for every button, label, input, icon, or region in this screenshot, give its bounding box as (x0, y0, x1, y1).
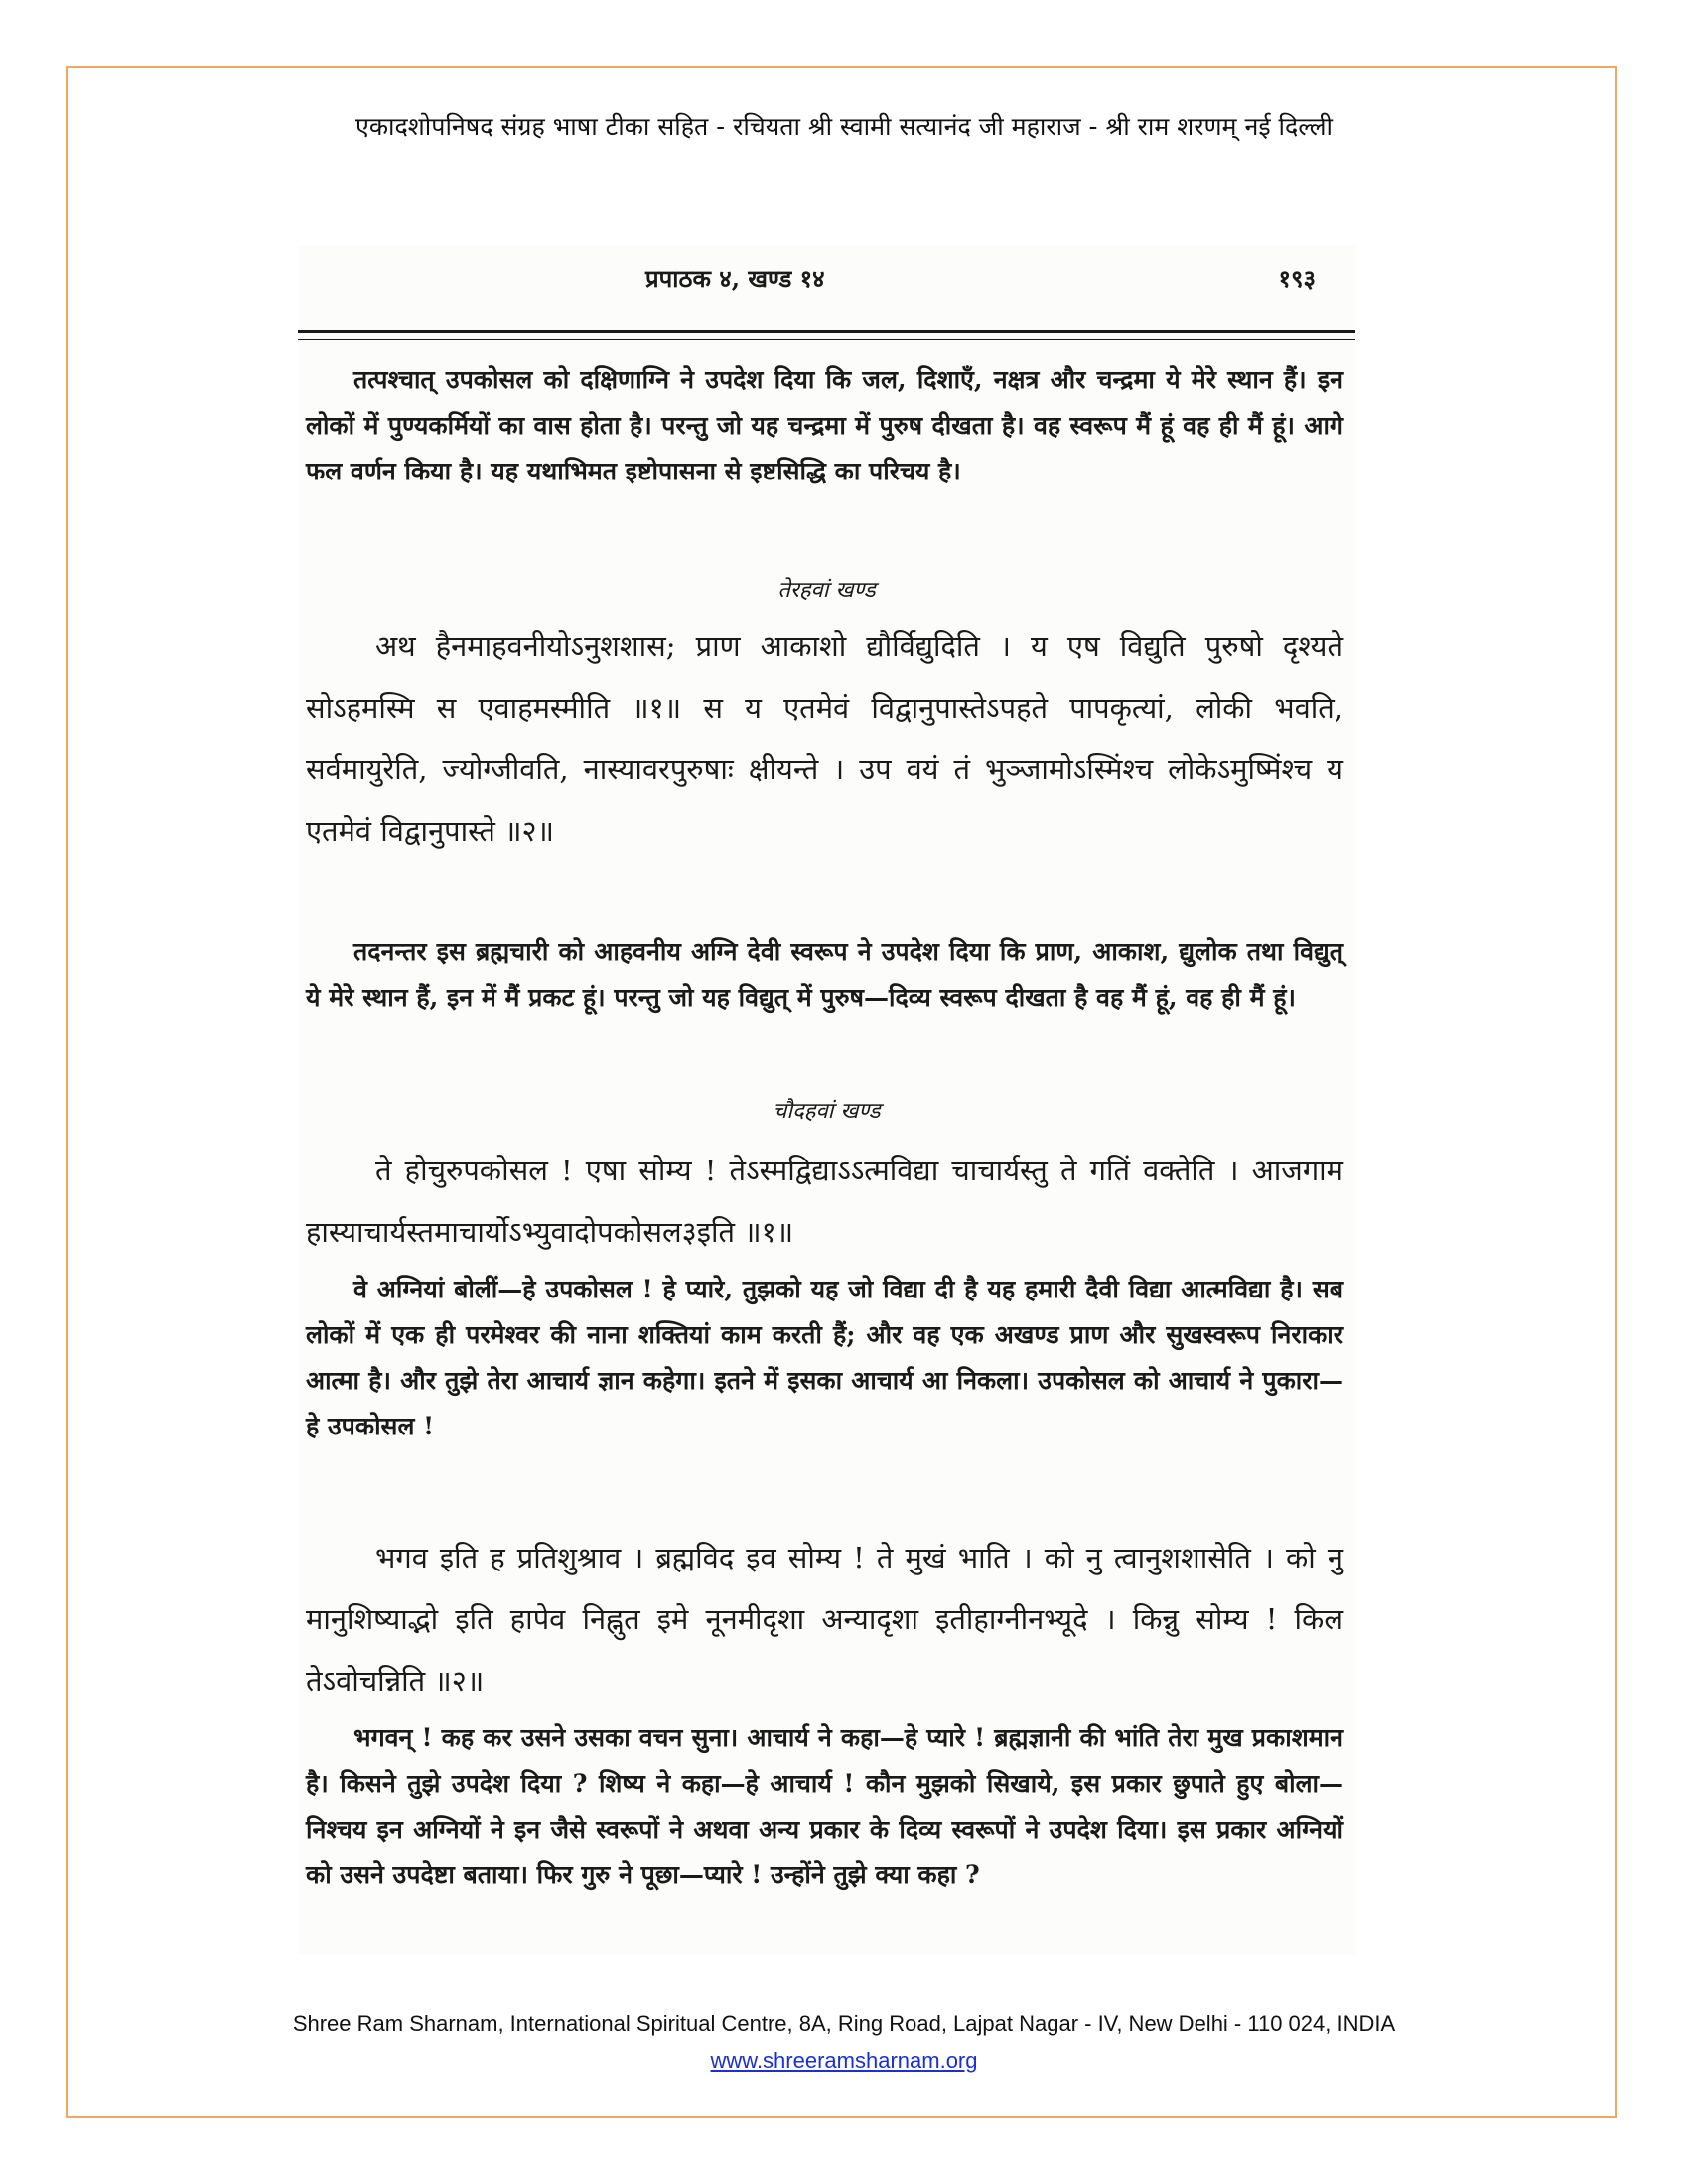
commentary-paragraph: भगवन् ! कह कर उसने उसका वचन सुना। आचार्य ने कहा—हे प्यारे ! ब्रह्मज्ञानी की भांति तेरा मुख प्रकाशमान है। किसने तुझे उपदेश दिया ? शिष्य ने कहा—हे आचार्य ! कौन मुझको सिखाये, इस प्रकार छुपाते हुए बोला—निश्चय इन अग्नियों ने इन जैसे स्वरूपों ने अथवा अन्य प्रकार के दिव्य स्वरूपों ने उपदेश दिया। इस प्रकार अग्नियों को उसने उपदेष्टा बताया। फिर गुरु ने पूछा—प्यारे ! उन्होंने तुझे क्या कहा ? (306, 1723, 1343, 1889)
sanskrit-verse: भगव इति ह प्रतिशुश्राव । ब्रह्मविद इव सोम्य ! ते मुखं भाति । को नु त्वानुशशासेति । को नु मानुशिष्याद्भो इति हापेव निह्नुत इमे नूनमीदृशा अन्यादृशा इतीहाग्नीनभ्यूदे । किन्नु सोम्य ! किल तेऽवोचन्निति ॥२॥ (306, 1541, 1343, 1698)
page-number: १९३ (1278, 264, 1316, 293)
website-link[interactable]: www.shreeramsharnam.org (710, 2048, 978, 2073)
section-heading: तेरहवां खण्ड (777, 578, 876, 603)
commentary-paragraph: तदनन्तर इस ब्रह्मचारी को आहवनीय अग्नि देवी स्वरूप ने उपदेश दिया कि प्राण, आकाश, द्युलोक तथा विद्युत् ये मेरे स्थान हैं, इन में मैं प्रकट हूं। परन्तु जो यह विद्युत् में पुरुष—दिव्य स्वरूप दीखता है वह मैं हूं, वह ही मैं हूं। (306, 937, 1343, 1012)
page-header-title: एकादशोपनिषद संग्रह भाषा टीका सहित - रचियता श्री स्वामी सत्यानंद जी महाराज - श्री राम शरणम् नई दिल्ली (355, 112, 1333, 141)
sanskrit-verse: ते होचुरुपकोसल ! एषा सोम्य ! तेऽस्मद्विद्याऽऽत्मविद्या चाचार्यस्तु ते गतिं वक्तेति । आजगाम हास्याचार्यस्तमाचार्योऽभ्युवादोपकोसल३इति ॥१॥ (306, 1154, 1343, 1249)
commentary-paragraph: तत्पश्चात् उपकोसल को दक्षिणाग्नि ने उपदेश दिया कि जल, दिशाएँ, नक्षत्र और चन्द्रमा ये मेरे स्थान हैं। इन लोकों में पुण्यकर्मियों का वास होता है। परन्तु जो यह चन्द्रमा में पुरुष दीखता है। वह स्वरूप मैं हूं वह ही मैं हूं। आगे फल वर्णन किया है। यह यथाभिमत इष्टोपासना से इष्टसिद्धि का परिचय है। (306, 365, 1343, 485)
scanned-book-page (298, 246, 1355, 1954)
footer-address: Shree Ram Sharnam, International Spiritual Centre, 8A, Ring Road, Lajpat Nagar - IV, New Delhi - 110 024, INDIA (292, 2011, 1396, 2036)
commentary-paragraph: वे अग्नियां बोलीं—हे उपकोसल ! हे प्यारे, तुझको यह जो विद्या दी है यह हमारी दैवी विद्या आत्मविद्या है। सब लोकों में एक ही परमेश्वर की नाना शक्तियां काम करती हैं; और वह एक अखण्ड प्राण और सुखस्वरूप निराकार आत्मा है। और तुझे तेरा आचार्य ज्ञान कहेगा। इतने में इसका आचार्य आ निकला। उपकोसल को आचार्य ने पुकारा—हे उपकोसल ! (306, 1275, 1343, 1440)
running-title: प्रपाठक ४, खण्ड १४ (645, 264, 825, 293)
running-head (298, 262, 1355, 302)
header-rule (298, 330, 1355, 340)
sanskrit-verse: अथ हैनमाहवनीयोऽनुशशास; प्राण आकाशो द्यौर्विद्युदिति । य एष विद्युति पुरुषो दृश्यते सोऽहमस्मि स एवाहमस्मीति ॥१॥ स य एतमेवं विद्वानुपास्तेऽपहते पापकृत्यां, लोकी भवति, सर्वमायुरेति, ज्योग्जीवति, नास्यावरपुरुषाः क्षीयन्ते । उप वयं तं भुञ्जामोऽस्मिंश्च लोकेऽमुष्मिंश्च य एतमेवं विद्वानुपास्ते ॥२॥ (306, 629, 1343, 848)
section-heading: चौदहवां खण्ड (773, 1099, 881, 1124)
